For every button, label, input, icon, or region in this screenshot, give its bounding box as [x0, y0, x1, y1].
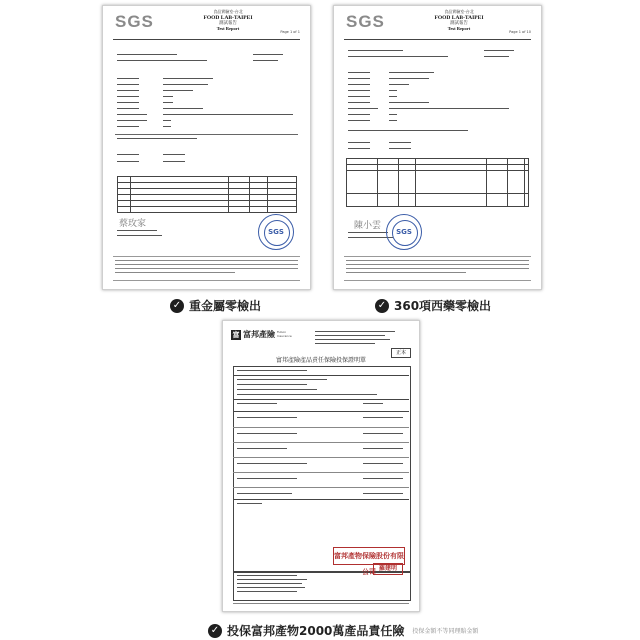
- sgs-logo: SGS: [115, 12, 154, 31]
- caption-pesticide: [375, 297, 491, 314]
- check-circle-icon: ✓: [170, 299, 184, 313]
- lab-name-cn: 食品實驗室-台北: [213, 9, 243, 14]
- report-title-en: Test Report: [216, 26, 240, 32]
- caption-heavy-metal: [170, 297, 261, 314]
- certificate-table: [233, 366, 411, 573]
- caption-insurance: [208, 622, 478, 639]
- sgs-report-pesticide: [333, 5, 542, 290]
- company-red-seal: 富邦產物保險股份有限公司: [333, 547, 405, 565]
- result-table: [117, 176, 297, 213]
- report-title-cn: 測試報告: [219, 20, 237, 26]
- sgs-logo: SGS: [346, 12, 385, 31]
- caption-text: 360項西藥零檢出: [394, 299, 492, 313]
- certificate-title: 富邦產險產品責任保險投保證明單: [275, 357, 366, 364]
- lab-name-cn: 食品實驗室-台北: [444, 9, 474, 14]
- report-title-cn: 測試報告: [450, 20, 468, 26]
- lab-name-en: FOOD LAB-TAIPEI: [203, 14, 253, 21]
- signature-stamp: 蔡玫家: [119, 219, 147, 229]
- signature-stamp: 陳小雲: [354, 221, 382, 231]
- sgs-report-heavy-metal: [102, 5, 311, 290]
- caption-text: 重金屬零檢出: [189, 299, 262, 313]
- page-number: Page 1 of 1: [280, 30, 300, 34]
- check-circle-icon: ✓: [375, 299, 389, 313]
- check-circle-icon: ✓: [208, 624, 222, 638]
- divider: [113, 39, 300, 40]
- lab-name-en: FOOD LAB-TAIPEI: [434, 14, 484, 21]
- caption-text: 投保富邦產物2000萬產品責任險: [227, 624, 405, 638]
- chairman-seal: 羅建明: [373, 563, 403, 575]
- caption-note: 投保金額不等同理賠金額: [412, 628, 479, 635]
- sgs-seal: SGS: [258, 214, 294, 250]
- divider: [344, 39, 531, 40]
- fubon-insurance-certificate: [222, 320, 420, 612]
- result-table: [346, 158, 529, 207]
- fubon-logo: 富 富邦產險 Fubon Insurance: [232, 330, 292, 339]
- report-title-en: Test Report: [447, 26, 471, 32]
- copy-mark: 正本: [391, 348, 411, 358]
- sgs-seal: SGS: [386, 214, 422, 250]
- page-number: Page 1 of 10: [509, 30, 531, 34]
